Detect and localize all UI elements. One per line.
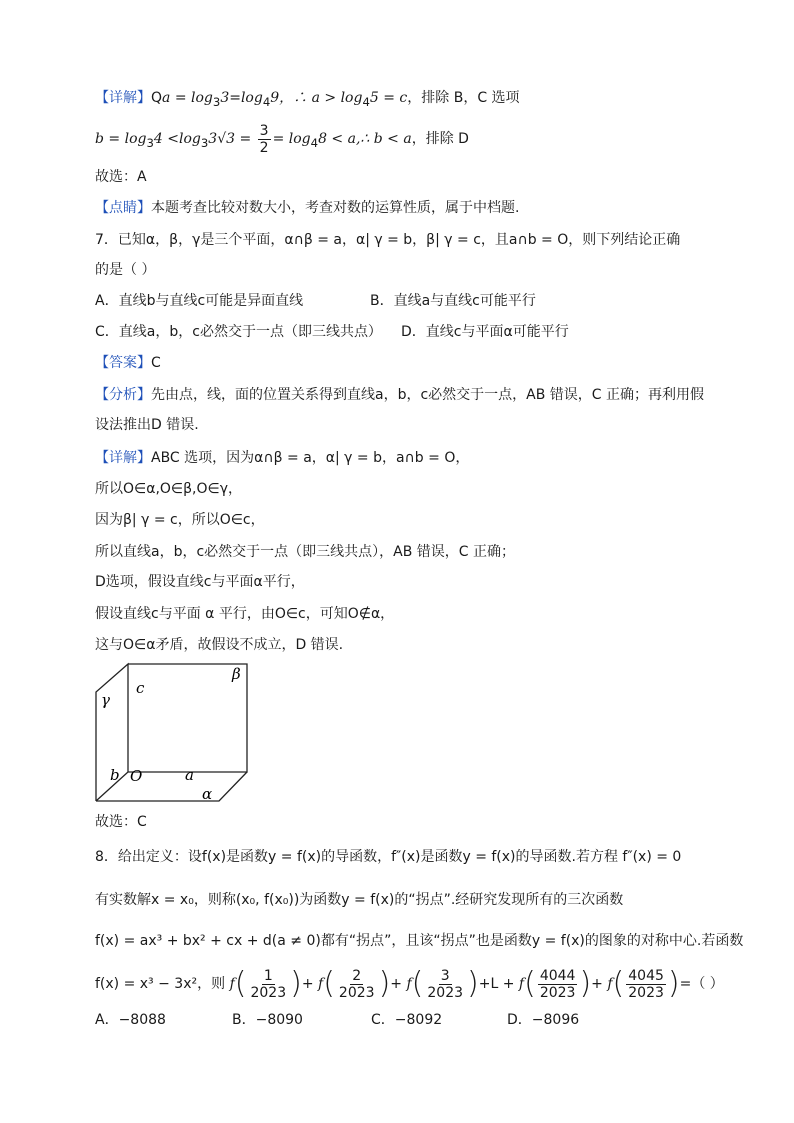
- q7-stem-2: 的是（ ）: [95, 262, 156, 278]
- q8-option-c: C．−8092: [371, 1012, 443, 1028]
- q7-option-c: C．直线a，b，c必然交于一点（即三线共点）: [95, 324, 382, 340]
- q8-line-1: 8．给出定义：设f(x)是函数y = f(x)的导函数，f″(x)是函数y = f(x)的导函数.若方程 f″(x) = 0: [95, 849, 682, 865]
- sum-term: f( $\frac{2}{2023}$ )+: [318, 966, 403, 1001]
- q7-detail-7: 这与O∈α矛盾，故假设不成立，D 错误.: [95, 637, 344, 653]
- label-c: c: [136, 679, 145, 697]
- label-gamma: γ: [101, 691, 110, 709]
- comment-tag: 【点睛】: [95, 200, 151, 216]
- q8-line-4: f(x) = x³ − 3x²，则 f( $\frac{1}{2023}$ )+ f( $\frac{2}{2023}$ )+ f( $\frac{3}{2023}$ )+L + f( $\frac{4044}{2023}$ )+ f( $\frac{4045}{2023}$ )=（ ）: [95, 966, 724, 1001]
- label-alpha: α: [202, 785, 213, 803]
- label-beta: β: [232, 665, 241, 683]
- q8-option-b: B．−8090: [232, 1012, 303, 1028]
- q7-option-a: A．直线b与直线c可能是异面直线: [95, 293, 304, 309]
- detail-tag: 【详解】: [95, 90, 151, 106]
- detail-line-1: 【详解】$Qa = \log_33=\log_49$，∴ $a > \log_45 = c$，排除 B，C 选项: [95, 90, 520, 109]
- q7-detail-6: 假设直线c与平面 α 平行，由O∈c，可知O∉α，: [95, 606, 395, 622]
- q7-option-d: D．直线c与平面α可能平行: [401, 324, 569, 340]
- q7-stem-1: 7．已知α，β，γ是三个平面，α∩β = a，α| γ = b，β| γ = c，且a∩b = O，则下列结论正确: [95, 232, 681, 248]
- choose-c: 故选：C: [95, 814, 147, 830]
- sum-term: f( $\frac{1}{2023}$ )+: [229, 966, 314, 1001]
- planes-figure: [92, 660, 252, 805]
- detail-tag: 【详解】: [95, 450, 151, 466]
- q7-option-b: B．直线a与直线c可能平行: [370, 293, 536, 309]
- analysis-line-1: 【分析】先由点，线，面的位置关系得到直线a，b，c必然交于一点，AB 错误，C 正确；再利用假: [95, 387, 705, 403]
- comment-line: 【点睛】本题考查比较对数大小，考查对数的运算性质，属于中档题.: [95, 200, 520, 216]
- label-b: b: [110, 766, 120, 784]
- analysis-tag: 【分析】: [95, 387, 151, 403]
- fraction: $\frac{3}{2}$: [259, 122, 269, 156]
- sum-term: f( $\frac{4045}{2023}$ )=（ ）: [607, 966, 724, 1001]
- q7-detail-5: D选项，假设直线c与平面α平行，: [95, 574, 305, 590]
- analysis-line-2: 设法推出D 错误.: [95, 417, 199, 433]
- answer-tag: 【答案】: [95, 355, 151, 371]
- q8-line-3: f(x) = ax³ + bx² + cx + d(a ≠ 0)都有“拐点”，且该“拐点”也是函数y = f(x)的图象的对称中心.若函数: [95, 933, 744, 949]
- q7-detail-1: 【详解】ABC 选项，因为α∩β = a，α| γ = b，a∩b = O，: [95, 450, 470, 466]
- label-O: O: [130, 767, 143, 785]
- label-a: a: [185, 766, 194, 784]
- answer-line: 【答案】C: [95, 355, 161, 371]
- q7-detail-4: 所以直线a，b，c必然交于一点（即三线共点），AB 错误，C 正确；: [95, 544, 516, 560]
- q8-option-a: A．−8088: [95, 1012, 166, 1028]
- sum-term: f( $\frac{4044}{2023}$ )+: [518, 966, 603, 1001]
- detail-line-2: $b = \log_34 <\log_33√3$ = $\frac{3}{2}$ = $\log_48$ < a,∴ b < a，排除 D: [95, 122, 469, 156]
- q7-detail-3: 因为β| γ = c，所以O∈c，: [95, 512, 265, 528]
- plane-beta: [128, 664, 247, 772]
- q8-line-2: 有实数解x = x₀，则称(x₀, f(x₀))为函数y = f(x)的“拐点”.经研究发现所有的三次函数: [95, 892, 624, 908]
- q7-detail-2: 所以O∈α,O∈β,O∈γ，: [95, 481, 242, 497]
- q8-option-d: D．−8096: [507, 1012, 580, 1028]
- sum-term: f( $\frac{3}{2023}$ )+L +: [406, 966, 515, 1001]
- choose-a: 故选：A: [95, 169, 147, 185]
